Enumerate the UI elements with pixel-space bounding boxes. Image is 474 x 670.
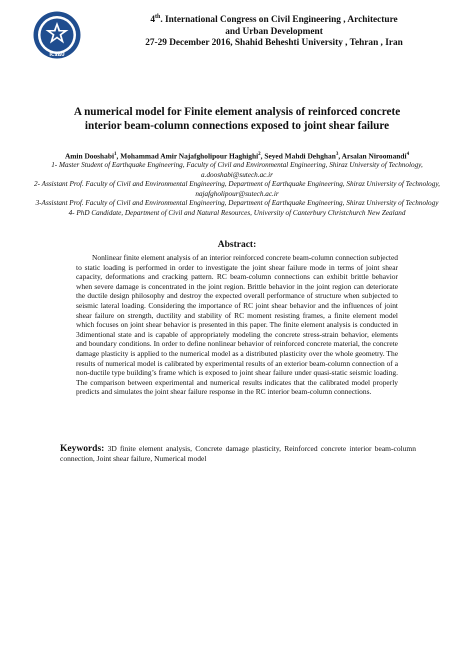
abstract-body: Nonlinear finite element analysis of an interior reinforced concrete beam-column connection subjected to static loading is performed in order to investigate the joint shear failure mode in terms of joint shear capacity, deformations and cracking pattern. RC beam-column connections can exhibit brittle behavior when severe damage is concentrated in the joint region. Brittle behavior in the joint region can deteriorate the ductile design philosophy and destroy the expected overall performance of structure when subjected to seismic lateral loading. Considering the importance of RC joint shear behavior and the influences of joint shear failure on strength, ductility and stability of RC moment resisting frames, a finite element model which focuses on joint shear behavior is presented in this paper. The finite element analysis is conducted in 3dimentional state and is capable of appropriately modeling the concrete stress-strain behavior, elements and boundary conditions. In order to define nonlinear behavior of reinforced concrete material, the concrete damage plasticity is applied to the numerical model as a distributed plasticity over the whole geometry. The results of numerical model is calibrated by experimental results of an exterior beam-column connection of a non-ductile type building’s frame which is exposed to joint shear failure under quasi-static seismic loading. The comparison between experimental and numerical results indicates that the calibrated model properly predicts and simulates the joint shear failure response in the RC interior beam-column connections.	[76, 253, 398, 397]
conference-line-1: 4th. International Congress on Civil Engineering , Architecture	[150, 14, 398, 26]
logo-text: ICSAU	[49, 53, 65, 58]
paper-title	[40, 106, 434, 133]
conference-info	[94, 12, 454, 50]
author-name: Seyed Mahdi Dehghan	[264, 151, 336, 161]
keywords-label: Keywords:	[60, 444, 105, 454]
conference-line-3: 27-29 December 2016, Shahid Beheshti University , Tehran , Iran	[145, 38, 403, 49]
author-name: Amin Dooshabi	[64, 151, 115, 161]
icsau-logo	[32, 10, 82, 60]
keywords-text: 3D finite element analysis, Concrete damage plasticity, Reinforced concrete interior beam-column connection, Joint shear failure, Numerical model	[60, 444, 416, 463]
author-sup: 4	[406, 152, 410, 157]
author-name: Arsalan Niroomandi	[341, 151, 407, 161]
abstract-heading: Abstract:	[217, 240, 257, 250]
conference-line-2: and Urban Development	[225, 26, 323, 37]
affiliation-1: 1- Master Student of Earthquake Engineering, Faculty of Civil and Environmental Engineering, Shiraz University of Technology, a.dooshabi@sutech.ac.ir	[51, 161, 423, 179]
title-line-1: A numerical model for Finite element analysis of reinforced concrete	[73, 106, 401, 118]
affiliations	[28, 161, 446, 219]
author-list: Amin Dooshabi$^1$, Mohammad Amir Najafgholipour Haghighi$^2$, Seyed Mahdi Dehghan$^3$, Arsalan Niroomandi$^4$	[64, 151, 410, 161]
conference-header	[28, 10, 458, 68]
author-sup: 2	[258, 152, 261, 157]
author-sup: 3	[335, 152, 339, 157]
keywords	[60, 444, 416, 464]
affiliation-4: 4- PhD Candidate, Department of Civil and Natural Resources, University of Canterbury Christchurch New Zealand	[68, 208, 406, 217]
affiliation-3: 3-Assistant Prof. Faculty of Civil and Environmental Engineering, Department of Earthquake Engineering, Shiraz University of Technology	[35, 199, 439, 208]
author-sup: 1	[114, 152, 117, 157]
author-name: Mohammad Amir Najafgholipour Haghighi	[120, 151, 259, 161]
affiliation-2: 2- Assistant Prof. Faculty of Civil and Environmental Engineering, Department of Earthquake Engineering, Shiraz University of Technology, najafgholipour@sutech.ac.ir	[34, 180, 440, 198]
title-line-2: interior beam-column connections exposed to joint shear failure	[84, 119, 390, 132]
